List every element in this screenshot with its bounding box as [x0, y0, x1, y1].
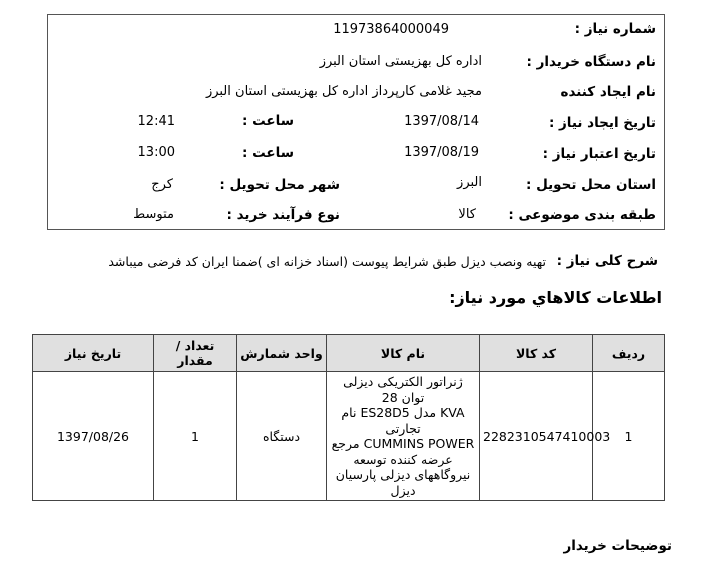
- need-number-value: 11973864000049: [333, 22, 449, 37]
- item-name-line: دیزل: [390, 482, 416, 498]
- cell-code: 2282310547410003: [480, 372, 593, 501]
- table-row: [33, 372, 665, 501]
- general-desc-label: شرح کلی نیاز :: [556, 253, 658, 269]
- item-name-line: ژنراتور الکتریکی دیزلی توان 28: [343, 374, 463, 405]
- table-header-row: [33, 335, 665, 372]
- validity-time-label: ساعت :: [242, 145, 294, 161]
- validity-date-value: 1397/08/19: [404, 145, 479, 160]
- col-header-date: تاریخ نیاز: [33, 335, 154, 372]
- item-name-line: CUMMINS POWER مرجع: [331, 436, 475, 451]
- delivery-province-label: استان محل تحویل :: [525, 177, 656, 193]
- created-time-label: ساعت :: [242, 113, 294, 129]
- delivery-province-value: البرز: [457, 175, 482, 190]
- item-name-line: نیروگاههای دیزلی پارسیان: [335, 467, 471, 482]
- items-heading: اطلاعات کالاهاي مورد نیاز:: [449, 288, 662, 307]
- cell-date: 1397/08/26: [33, 372, 154, 501]
- creator-label: نام ایجاد کننده: [560, 84, 656, 100]
- process-value: متوسط: [133, 207, 174, 222]
- created-date-value: 1397/08/14: [404, 114, 479, 129]
- col-header-qty: تعداد / مقدار: [154, 335, 237, 372]
- col-header-name: نام کالا: [327, 335, 480, 372]
- general-desc-value: تهیه ونصب دیزل طبق شرایط پیوست (اسناد خزانه ای )ضمنا ایران کد فرضی میباشد: [108, 254, 546, 269]
- need-number-label: شماره نیاز :: [574, 21, 656, 37]
- validity-time-value: 13:00: [137, 145, 175, 160]
- cell-qty: 1: [154, 372, 237, 501]
- created-time-value: 12:41: [137, 114, 175, 129]
- buyer-org-value: اداره کل بهزیستی استان البرز: [319, 54, 482, 69]
- buyer-org-label: نام دستگاه خریدار :: [526, 54, 656, 70]
- created-date-label: تاریخ ایجاد نیاز :: [548, 115, 656, 131]
- col-header-code: کد کالا: [480, 335, 593, 372]
- category-value: کالا: [458, 207, 476, 222]
- category-label: طبقه بندی موضوعی :: [508, 207, 656, 223]
- creator-value: مجید غلامی کارپرداز اداره کل بهزیستی استان البرز: [205, 84, 482, 99]
- cell-unit: دستگاه: [237, 372, 327, 501]
- validity-date-label: تاریخ اعتبار نیاز :: [542, 146, 656, 162]
- delivery-city-label: شهر محل تحویل :: [219, 177, 340, 193]
- col-header-row-no: ردیف: [593, 335, 665, 372]
- col-header-unit: واحد شمارش: [237, 335, 327, 372]
- item-name-line: KVA مدل ES28D5 نام تجارتی: [341, 405, 465, 436]
- cell-row-no: 1: [593, 372, 665, 501]
- delivery-city-value: کرج: [151, 177, 173, 192]
- items-table: [32, 334, 665, 501]
- item-name-line: عرضه کننده توسعه: [353, 451, 453, 467]
- buyer-notes-label: توضیحات خریدار: [563, 538, 672, 554]
- process-label: نوع فرآیند خرید :: [226, 207, 340, 223]
- cell-name: [327, 372, 480, 501]
